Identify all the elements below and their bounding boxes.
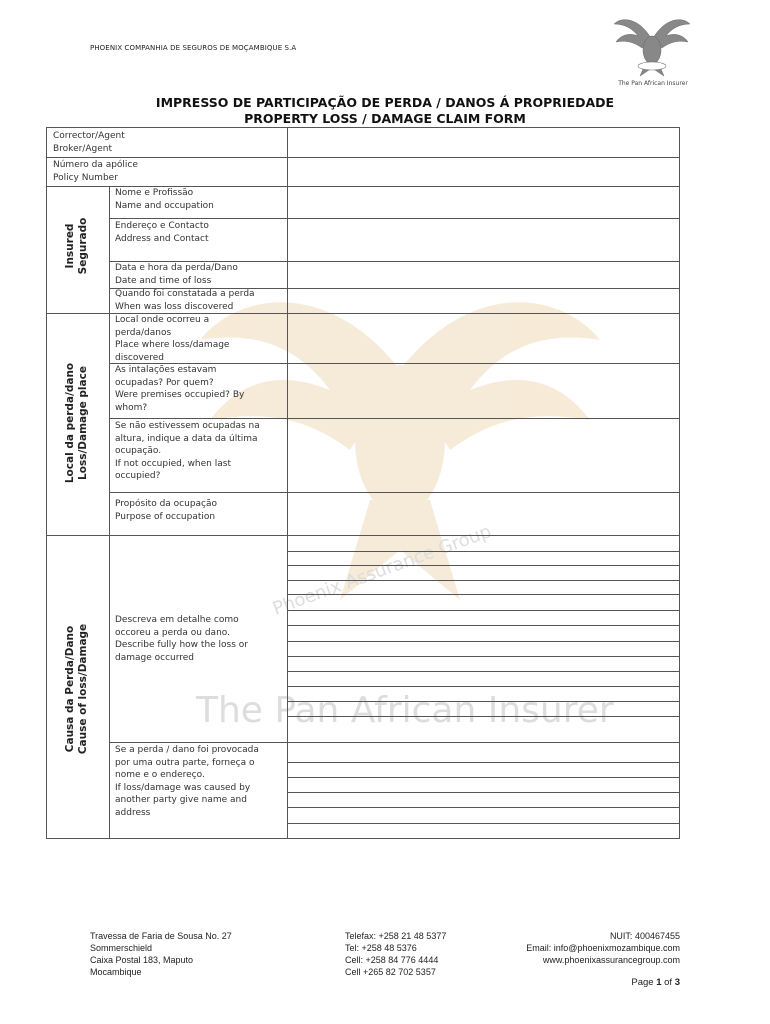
field-address-contact: Endereço e Contacto Address and Contact [115,221,209,244]
section-insured: Insured Segurado [64,217,89,275]
field-name-occupation: Nome e Profissão Name and occupation [115,188,214,211]
column-divider [287,128,288,839]
section-cause: Causa da Perda/Dano Cause of loss/Damage [64,623,89,755]
claim-form-table [46,127,680,839]
form-title-pt: IMPRESSO DE PARTICIPAÇÃO DE PERDA / DANOS Á PROPRIEDADE [155,95,615,110]
field-purpose: Propósito da ocupação Purpose of occupation [115,499,218,522]
field-place: Local onde ocorreu a perda/danos Place where loss/damage discovered [115,315,230,363]
section-loss-place: Local da perda/dano Loss/Damage place [64,362,89,484]
footer-contact: NUIT: 400467455 Email: info@phoenixmozambique.com www.phoenixassurancegroup.com [526,931,680,965]
policy-number-label: Número da apólice Policy Number [53,160,138,183]
footer-address: Travessa de Faria de Sousa No. 27 Sommerschield Caixa Postal 183, Maputo Mocambique [90,931,232,977]
watermark-group-text: Phoenix Assurance Group [270,521,495,620]
logo-tagline: The Pan African Insurer [618,80,688,87]
field-not-occupied: Se não estivessem ocupadas na altura, indique a data da última ocupação. If not occupied, when last occupied? [115,421,260,482]
field-third-party: Se a perda / dano foi provocada por uma outra parte, forneça o nome e o endereço. If loss/damage was caused by another party give name and address [115,745,259,818]
page-indicator: Page 1 of 3 [631,977,680,988]
phoenix-logo-icon [612,10,692,90]
broker-label: Corrector/Agent Broker/Agent [53,131,125,154]
form-title-en: PROPERTY LOSS / DAMAGE CLAIM FORM [244,111,526,126]
watermark-tagline-text: The Pan African Insurer [196,690,614,731]
field-describe: Descreva em detalhe como occoreu a perda ou dano. Describe fully how the loss or damage occurred [115,615,248,663]
company-name: PHOENIX COMPANHIA DE SEGUROS DE MOÇAMBIQUE S.A [90,44,297,52]
field-discovered: Quando foi constatada a perda When was loss discovered [115,289,255,312]
footer-phones: Telefax: +258 21 48 5377 Tel: +258 48 5376 Cell: +258 84 776 4444 Cell +265 82 702 5357 [345,931,447,977]
field-date-time: Data e hora da perda/Dano Date and time of loss [115,263,238,286]
field-occupied: As intalações estavam ocupadas? Por quem? Were premises occupied? By whom? [115,365,245,413]
